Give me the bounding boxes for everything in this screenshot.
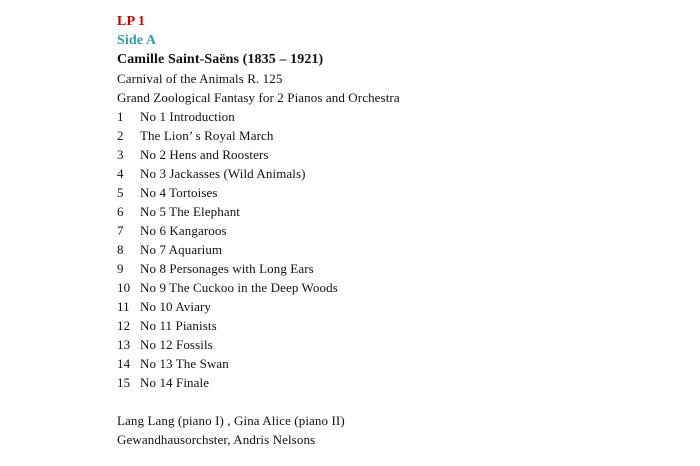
work-title: Carnival of the Animals R. 125 <box>117 71 283 86</box>
track-row <box>117 278 677 297</box>
track-title: No 8 Personages with Long Ears <box>140 261 314 276</box>
soloists-credit: Lang Lang (piano I) , Gina Alice (piano II) <box>117 413 345 428</box>
work-subtitle: Grand Zoological Fantasy for 2 Pianos and Orchestra <box>117 90 400 105</box>
track-row <box>117 126 677 145</box>
track-title: No 2 Hens and Roosters <box>140 147 269 162</box>
track-row <box>117 164 677 183</box>
blank-line <box>117 392 677 411</box>
lp-label: LP 1 <box>117 14 146 29</box>
track-row <box>117 240 677 259</box>
album-notes <box>117 12 677 449</box>
track-row <box>117 316 677 335</box>
track-number: 10 <box>117 280 131 295</box>
track-title: No 10 Aviary <box>140 299 212 314</box>
track-row <box>117 354 677 373</box>
track-row <box>117 221 677 240</box>
track-number: 14 <box>117 356 131 371</box>
track-title: No 13 The Swan <box>140 356 229 371</box>
track-row <box>117 183 677 202</box>
track-title: The Lion’ s Royal March <box>140 128 274 143</box>
track-title: No 7 Aquarium <box>140 242 223 257</box>
track-row <box>117 145 677 164</box>
track-number: 6 <box>117 204 124 219</box>
track-row <box>117 297 677 316</box>
track-row <box>117 202 677 221</box>
track-title: No 3 Jackasses (Wild Animals) <box>140 166 306 181</box>
track-row <box>117 107 677 126</box>
track-number: 11 <box>117 299 130 314</box>
track-title: No 14 Finale <box>140 375 210 390</box>
track-title: No 6 Kangaroos <box>140 223 227 238</box>
orchestra-credit: Gewandhausorchster, Andris Nelsons <box>117 432 316 447</box>
track-row <box>117 259 677 278</box>
track-number: 5 <box>117 185 124 200</box>
track-row <box>117 373 677 392</box>
track-number: 13 <box>117 337 131 352</box>
track-number: 7 <box>117 223 124 238</box>
track-list <box>117 107 677 392</box>
composer-heading: Camille Saint-Saëns (1835 – 1921) <box>117 52 324 67</box>
side-label: Side A <box>117 33 157 48</box>
track-number: 9 <box>117 261 124 276</box>
track-number: 3 <box>117 147 124 162</box>
track-number: 8 <box>117 242 124 257</box>
track-number: 4 <box>117 166 124 181</box>
track-number: 1 <box>117 109 124 124</box>
track-title: No 11 Pianists <box>140 318 217 333</box>
track-number: 2 <box>117 128 124 143</box>
track-row <box>117 335 677 354</box>
track-number: 15 <box>117 375 131 390</box>
track-title: No 1 Introduction <box>140 109 235 124</box>
track-title: No 9 The Cuckoo in the Deep Woods <box>140 280 338 295</box>
track-title: No 5 The Elephant <box>140 204 241 219</box>
track-title: No 4 Tortoises <box>140 185 218 200</box>
track-number: 12 <box>117 318 131 333</box>
track-title: No 12 Fossils <box>140 337 213 352</box>
